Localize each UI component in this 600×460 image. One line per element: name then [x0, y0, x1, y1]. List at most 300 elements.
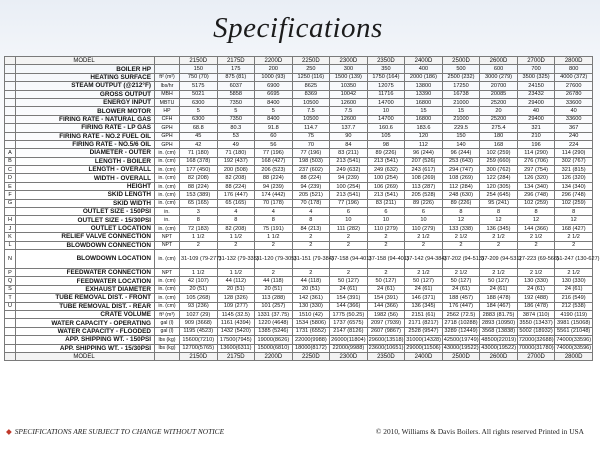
value-cell: 110 (279) — [405, 224, 443, 232]
value-cell: 24 (61) — [367, 285, 405, 293]
value-cell: 80.3 — [217, 124, 255, 132]
row-unit: GPH — [155, 140, 180, 148]
value-cell: 1775 (50.25) — [330, 310, 368, 318]
value-cell: 176 (447) — [442, 302, 480, 310]
value-cell: 2 — [330, 233, 368, 241]
value-cell: 18000(8172) — [292, 344, 330, 352]
value-cell: 122 (284) — [480, 174, 518, 182]
row-label: WIDTH - OVERALL — [16, 174, 155, 182]
value-cell: 2893 (10950) — [480, 319, 518, 327]
value-cell: 74000(33596) — [556, 336, 592, 343]
row-unit: in. (cm) — [155, 191, 180, 199]
value-cell: 6 — [405, 208, 443, 216]
value-cell: 82 (208) — [217, 174, 255, 182]
value-cell: 1250 (116) — [292, 73, 330, 81]
value-cell: 275.4 — [480, 124, 518, 132]
table-row — [5, 327, 593, 335]
value-cell: 6037 — [217, 82, 255, 90]
value-cell: 12 — [480, 216, 518, 224]
value-cell: 102 (259) — [480, 149, 518, 157]
value-cell: 2151 (61) — [405, 310, 443, 318]
value-cell: 2171 (8217) — [405, 319, 443, 327]
value-cell: 8 — [517, 208, 555, 216]
value-cell: 8 — [442, 208, 480, 216]
value-cell: 2 — [292, 233, 330, 241]
row-unit: in. (cm) — [155, 149, 180, 157]
model-cell: 2350D — [367, 57, 405, 65]
row-label: EXHAUST DIAMETER — [16, 285, 155, 293]
row-unit: GPH — [155, 124, 180, 132]
row-unit: CFH — [155, 115, 180, 123]
value-cell: 2 — [367, 233, 405, 241]
value-cell: 207 (526) — [405, 157, 443, 165]
value-cell: 134 (340) — [555, 182, 593, 190]
row-label: DIAMETER - OUTER — [16, 149, 155, 157]
value-cell: 94 (239) — [292, 182, 330, 190]
value-cell: 106 (269) — [367, 182, 405, 190]
value-cell: 6300 — [180, 98, 218, 106]
row-unit: in. — [155, 216, 180, 224]
row-label: TUBE REMOVAL DIST. - FRONT — [16, 294, 155, 302]
value-cell: 17250 — [442, 82, 480, 90]
value-cell: 96 (244) — [442, 149, 480, 157]
row-unit: ft² (m²) — [155, 73, 180, 81]
model-cell: 2350D — [367, 352, 405, 360]
value-cell: 294 (747) — [442, 166, 480, 174]
value-cell: 1145 (32.5) — [217, 310, 255, 318]
value-cell: 296 (748) — [555, 191, 593, 199]
value-cell: 10500 — [292, 98, 330, 106]
value-cell: 75 (191) — [255, 224, 293, 232]
value-cell: 100 (254) — [330, 182, 368, 190]
dimension-letter: K — [5, 233, 16, 241]
value-cell: 1 1/2 — [217, 233, 255, 241]
value-cell: 2 — [367, 268, 405, 276]
value-cell: 88 (224) — [180, 182, 218, 190]
row-unit: in. (cm) — [155, 199, 180, 207]
value-cell: 31-109 (79-277) — [180, 249, 218, 268]
value-cell: 20 (51) — [180, 285, 218, 293]
value-cell: 24 (61) — [442, 285, 480, 293]
value-cell: 136 (345) — [480, 224, 518, 232]
model-cell: 2800D — [555, 57, 593, 65]
table-row — [5, 310, 593, 318]
value-cell: 5561 (21048) — [555, 327, 593, 335]
row-unit: in. (cm) — [155, 166, 180, 174]
value-cell: 175 — [217, 65, 255, 73]
table-row — [5, 140, 593, 148]
value-cell: 29400 — [517, 115, 555, 123]
table-row — [5, 65, 593, 73]
table-row — [5, 285, 593, 293]
unit-cell — [155, 57, 180, 65]
value-cell: 20700 — [480, 82, 518, 90]
row-unit: in. (cm) — [155, 285, 180, 293]
row-label: RELIEF VALVE CONNECTION — [16, 233, 155, 241]
value-cell: 4190 (119) — [555, 310, 593, 318]
value-cell: 3000 (279) — [480, 73, 518, 81]
value-cell: 27-223 (69-566) — [517, 249, 555, 268]
value-cell: 168 — [480, 140, 518, 148]
table-row — [5, 294, 593, 302]
value-cell: 94 (239) — [255, 182, 293, 190]
value-cell: 2528 (9547) — [405, 327, 443, 335]
value-cell: 248 (630) — [442, 191, 480, 199]
value-cell: 24 (61) — [405, 285, 443, 293]
value-cell: 45 — [180, 132, 218, 140]
model-cell: 2300D — [330, 352, 368, 360]
value-cell: 108 (269) — [442, 174, 480, 182]
value-cell: 1331 (37.75) — [255, 310, 293, 318]
unit-cell — [155, 352, 180, 360]
value-cell: 6300 — [180, 115, 218, 123]
page-title: Specifications — [213, 12, 383, 44]
value-cell: 1 1/2 — [180, 268, 218, 276]
table-row — [5, 319, 593, 327]
value-cell: 140 — [442, 140, 480, 148]
value-cell: 168 (378) — [180, 157, 218, 165]
value-cell: 2 — [517, 241, 555, 249]
value-cell: 5 — [217, 107, 255, 115]
value-cell: 154 (391) — [367, 294, 405, 302]
value-cell: 4 — [255, 208, 293, 216]
table-row — [5, 268, 593, 276]
value-cell: 192 (437) — [217, 157, 255, 165]
value-cell: 29600(13518) — [368, 336, 404, 343]
value-cell: 2 1/2 — [480, 268, 518, 276]
value-cell: 120 (305) — [480, 182, 518, 190]
row-label: GROSS OUTPUT — [16, 90, 155, 98]
value-cell: 37-209 (94-531) — [480, 249, 518, 268]
value-cell: 7350 — [217, 98, 255, 106]
value-cell: 51-247 (130-627) — [555, 249, 593, 268]
value-cell: 2097 (7939) — [367, 319, 405, 327]
value-cell: 216 (549) — [555, 294, 593, 302]
value-cell: 296 (748) — [517, 191, 555, 199]
value-cell: 40 — [555, 107, 593, 115]
value-cell: 12 — [555, 216, 593, 224]
value-cell: 1534 (5806) — [292, 319, 330, 327]
model-header-row — [5, 57, 593, 65]
value-cell: 33600 — [555, 115, 593, 123]
model-cell: 2500D — [442, 352, 480, 360]
value-cell: 4000 (372) — [555, 73, 593, 81]
row-unit: NPT — [155, 241, 180, 249]
value-cell: 150 — [180, 65, 218, 73]
value-cell: 3289 (12449) — [442, 327, 480, 335]
value-cell: 130 (330) — [555, 277, 593, 285]
value-cell: 4 — [217, 208, 255, 216]
value-cell: 1750 (164) — [367, 73, 405, 81]
value-cell: 1432 (5420) — [217, 327, 255, 335]
value-cell: 249 (632) — [330, 166, 368, 174]
value-cell: 37-158 (94-401) — [330, 249, 368, 268]
value-cell: 144 (366) — [330, 302, 368, 310]
value-cell: 144 (366) — [517, 224, 555, 232]
table-row — [5, 166, 593, 174]
value-cell: 1 1/2 — [255, 233, 293, 241]
row-label: SKID LENGTH — [16, 191, 155, 199]
value-cell: 44 (118) — [255, 277, 293, 285]
value-cell: 7.5 — [292, 107, 330, 115]
value-cell: 2562 (72.5) — [442, 310, 480, 318]
value-cell: 12075 — [367, 82, 405, 90]
model-cell: 2600D — [480, 57, 518, 65]
row-unit: gal (l) — [155, 327, 180, 335]
table-row — [5, 73, 593, 81]
row-label: APP. SHIPPING WT. - 15/30PSI — [16, 344, 155, 352]
value-cell: 10 — [367, 107, 405, 115]
row-unit: lbs/hr — [155, 82, 180, 90]
dimension-letter: H — [5, 216, 16, 224]
value-cell: 142 (361) — [292, 294, 330, 302]
value-cell: 77 (196) — [255, 149, 293, 157]
value-cell: 112 — [405, 140, 443, 148]
value-cell: 42 (107) — [180, 277, 218, 285]
value-cell: 112 (284) — [442, 182, 480, 190]
value-cell: 89 (226) — [405, 199, 443, 207]
value-cell: 84 (213) — [292, 224, 330, 232]
model-cell: 2175D — [217, 57, 255, 65]
value-cell: 183.6 — [405, 124, 443, 132]
value-cell: 2 — [555, 241, 593, 249]
value-cell: 2000 (186) — [405, 73, 443, 81]
table-row — [5, 98, 593, 106]
value-cell: 71 (180) — [217, 149, 255, 157]
value-cell: 243 (617) — [405, 166, 443, 174]
value-cell: 102 (259) — [517, 199, 555, 207]
value-cell: 31-120 (79-305) — [255, 249, 293, 268]
value-cell: 1027 (29) — [180, 310, 218, 318]
value-cell: 8 — [255, 216, 293, 224]
model-cell: 2150D — [180, 57, 218, 65]
row-unit: NPT — [155, 233, 180, 241]
value-cell: 2 1/2 — [517, 268, 555, 276]
dimension-letter: A — [5, 149, 16, 157]
value-cell: 89 (226) — [442, 199, 480, 207]
value-cell: 13390 — [405, 90, 443, 98]
value-cell: 24150 — [517, 82, 555, 90]
value-cell: 53 — [217, 132, 255, 140]
table-row — [5, 90, 593, 98]
value-cell: 65 (165) — [217, 199, 255, 207]
row-unit: in. (cm) — [155, 302, 180, 310]
value-cell: 254 (645) — [480, 191, 518, 199]
value-cell: 12700(5765) — [180, 344, 218, 352]
value-cell: 1385 (5246) — [255, 327, 293, 335]
value-cell: 1000 (93) — [255, 73, 293, 81]
value-cell: 42 — [180, 140, 218, 148]
value-cell: 12600 — [330, 98, 368, 106]
value-cell: 91.8 — [255, 124, 293, 132]
table-row — [5, 277, 593, 285]
table-row — [5, 149, 593, 157]
value-cell: 70 (178) — [255, 199, 293, 207]
value-cell: 48500(22019) — [481, 336, 517, 343]
value-cell: 12 — [442, 216, 480, 224]
value-cell: 2 — [330, 241, 368, 249]
value-cell: 253 (643) — [442, 157, 480, 165]
row-label: BLOWDOWN CONNECTION — [16, 241, 155, 249]
table-row — [5, 302, 593, 310]
value-cell: 180 — [480, 132, 518, 140]
value-cell: 8400 — [255, 115, 293, 123]
value-cell: 15000(6810) — [255, 344, 293, 352]
value-cell: 2607 (9867) — [367, 327, 405, 335]
value-cell: 144 (366) — [367, 302, 405, 310]
row-unit: lbs (kg) — [155, 344, 180, 352]
value-cell: 7.5 — [330, 107, 368, 115]
model-cell: 2175D — [217, 352, 255, 360]
table-row — [5, 336, 593, 344]
value-cell: 3568 (13838) — [480, 327, 518, 335]
value-cell: 29400 — [517, 98, 555, 106]
value-cell: 26000(11804) — [331, 336, 366, 343]
value-cell: 105 (268) — [180, 294, 218, 302]
value-cell: 205 (528) — [405, 191, 443, 199]
value-cell: 2 — [255, 268, 293, 276]
value-cell: 300 — [330, 65, 368, 73]
dimension-letter — [5, 319, 16, 327]
value-cell: 6 — [330, 208, 368, 216]
dimension-letter: B — [5, 157, 16, 165]
value-cell: 21000 — [442, 98, 480, 106]
row-unit: in. (cm) — [155, 224, 180, 232]
row-unit — [155, 65, 180, 73]
value-cell: 20 (51) — [292, 285, 330, 293]
dimension-letter: T — [5, 294, 16, 302]
row-unit: ft³ (m³) — [155, 310, 180, 318]
value-cell: 82 (208) — [217, 224, 255, 232]
value-cell: 37-142 (94-384) — [405, 249, 443, 268]
dimension-letter: P — [5, 268, 16, 276]
value-cell: 72 (183) — [180, 224, 218, 232]
value-cell: 100 (254) — [367, 174, 405, 182]
value-cell: 8 — [480, 208, 518, 216]
dimension-letter: E — [5, 182, 16, 190]
value-cell: 21000 — [442, 115, 480, 123]
value-cell: 3874 (110) — [517, 310, 555, 318]
value-cell: 300 (762) — [480, 166, 518, 174]
row-unit: in. (cm) — [155, 277, 180, 285]
row-label: STEAM OUTPUT (@212°F) — [16, 82, 155, 90]
value-cell: 1220 (4648) — [255, 319, 293, 327]
value-cell: 196 — [517, 140, 555, 148]
model-cell: 2250D — [292, 352, 330, 360]
value-cell: 800 — [555, 65, 593, 73]
table-row — [5, 157, 593, 165]
value-cell: 83 (211) — [330, 149, 368, 157]
row-label: FIRING RATE - LP GAS — [16, 124, 155, 132]
value-cell: 98 — [367, 140, 405, 148]
value-cell: 188 (478) — [480, 294, 518, 302]
value-cell: 2883 (81.75) — [480, 310, 518, 318]
value-cell: 5 — [180, 107, 218, 115]
value-cell: 176 (447) — [217, 191, 255, 199]
value-cell: 213 (541) — [330, 191, 368, 199]
value-cell: 137.7 — [330, 124, 368, 132]
value-cell: 23432 — [517, 90, 555, 98]
dimension-letter — [5, 73, 16, 81]
diamond-bullet-icon: ◆ — [6, 427, 12, 436]
row-label: BLOWDOWN LOCATION — [16, 249, 155, 268]
model-cell: 2200D — [255, 57, 293, 65]
value-cell: 70 (178) — [292, 199, 330, 207]
value-cell: 302 (767) — [555, 157, 593, 165]
table-row — [5, 208, 593, 216]
dimension-letter — [5, 115, 16, 123]
value-cell: 14700 — [367, 115, 405, 123]
table-row — [5, 344, 593, 352]
value-cell: 8 — [217, 216, 255, 224]
value-cell: 2 — [405, 241, 443, 249]
value-cell: 367 — [555, 124, 593, 132]
value-cell: 33600 — [555, 98, 593, 106]
value-cell: 213 (541) — [367, 157, 405, 165]
row-label: FIRING RATE - NATURAL GAS — [16, 115, 155, 123]
model-cell: 2700D — [517, 57, 555, 65]
value-cell: 20085 — [480, 90, 518, 98]
value-cell: 205 (521) — [292, 191, 330, 199]
value-cell: 321 — [517, 124, 555, 132]
value-cell: 213 (541) — [330, 157, 368, 165]
dimension-letter — [5, 90, 16, 98]
value-cell: 96 (244) — [405, 149, 443, 157]
dimension-letter: C — [5, 166, 16, 174]
value-cell: 13600(6311) — [217, 344, 255, 352]
row-label: LENGTH - BOILER — [16, 157, 155, 165]
value-cell: 200 (508) — [217, 166, 255, 174]
table-row — [5, 191, 593, 199]
value-cell: 2 1/2 — [405, 233, 443, 241]
copyright-text: © 2010, Williams & Davis Boilers. All rights reserved Printed in USA — [375, 427, 584, 436]
value-cell: 600 — [480, 65, 518, 73]
value-cell: 200 — [255, 65, 293, 73]
model-cell: 2300D — [330, 57, 368, 65]
row-label: OUTLET LOCATION — [16, 224, 155, 232]
value-cell: 210 — [517, 132, 555, 140]
dimension-letter — [5, 107, 16, 115]
value-cell: 17500(7945) — [217, 336, 255, 344]
value-cell: 25200 — [480, 98, 518, 106]
dimension-letter — [5, 98, 16, 106]
value-cell: 75 — [292, 132, 330, 140]
row-unit: GPH — [155, 132, 180, 140]
value-cell: 5002 (18932) — [517, 327, 555, 335]
value-cell: 23600(10651) — [368, 345, 404, 352]
value-cell: 114 (290) — [517, 149, 555, 157]
value-cell: 31000(14328) — [406, 336, 442, 343]
dimension-letter: N — [5, 249, 16, 268]
value-cell: 2 1/2 — [405, 268, 443, 276]
value-cell: 184 (467) — [480, 302, 518, 310]
value-cell: 65 (165) — [180, 199, 218, 207]
value-cell: 750 (70) — [180, 73, 218, 81]
value-cell: 213 (541) — [367, 191, 405, 199]
row-unit: in. (cm) — [155, 157, 180, 165]
value-cell: 5858 — [217, 90, 255, 98]
value-cell: 2 1/2 — [555, 233, 593, 241]
value-cell: 24 (61) — [480, 285, 518, 293]
value-cell: 3550 (13437) — [517, 319, 555, 327]
model-cell: 2800D — [555, 352, 593, 360]
value-cell: 8400 — [255, 98, 293, 106]
value-cell: 90 — [330, 132, 368, 140]
value-cell: 26780 — [555, 90, 593, 98]
dimension-letter — [5, 124, 16, 132]
value-cell: 10 — [367, 216, 405, 224]
value-cell: 31-132 (79-335) — [217, 249, 255, 268]
